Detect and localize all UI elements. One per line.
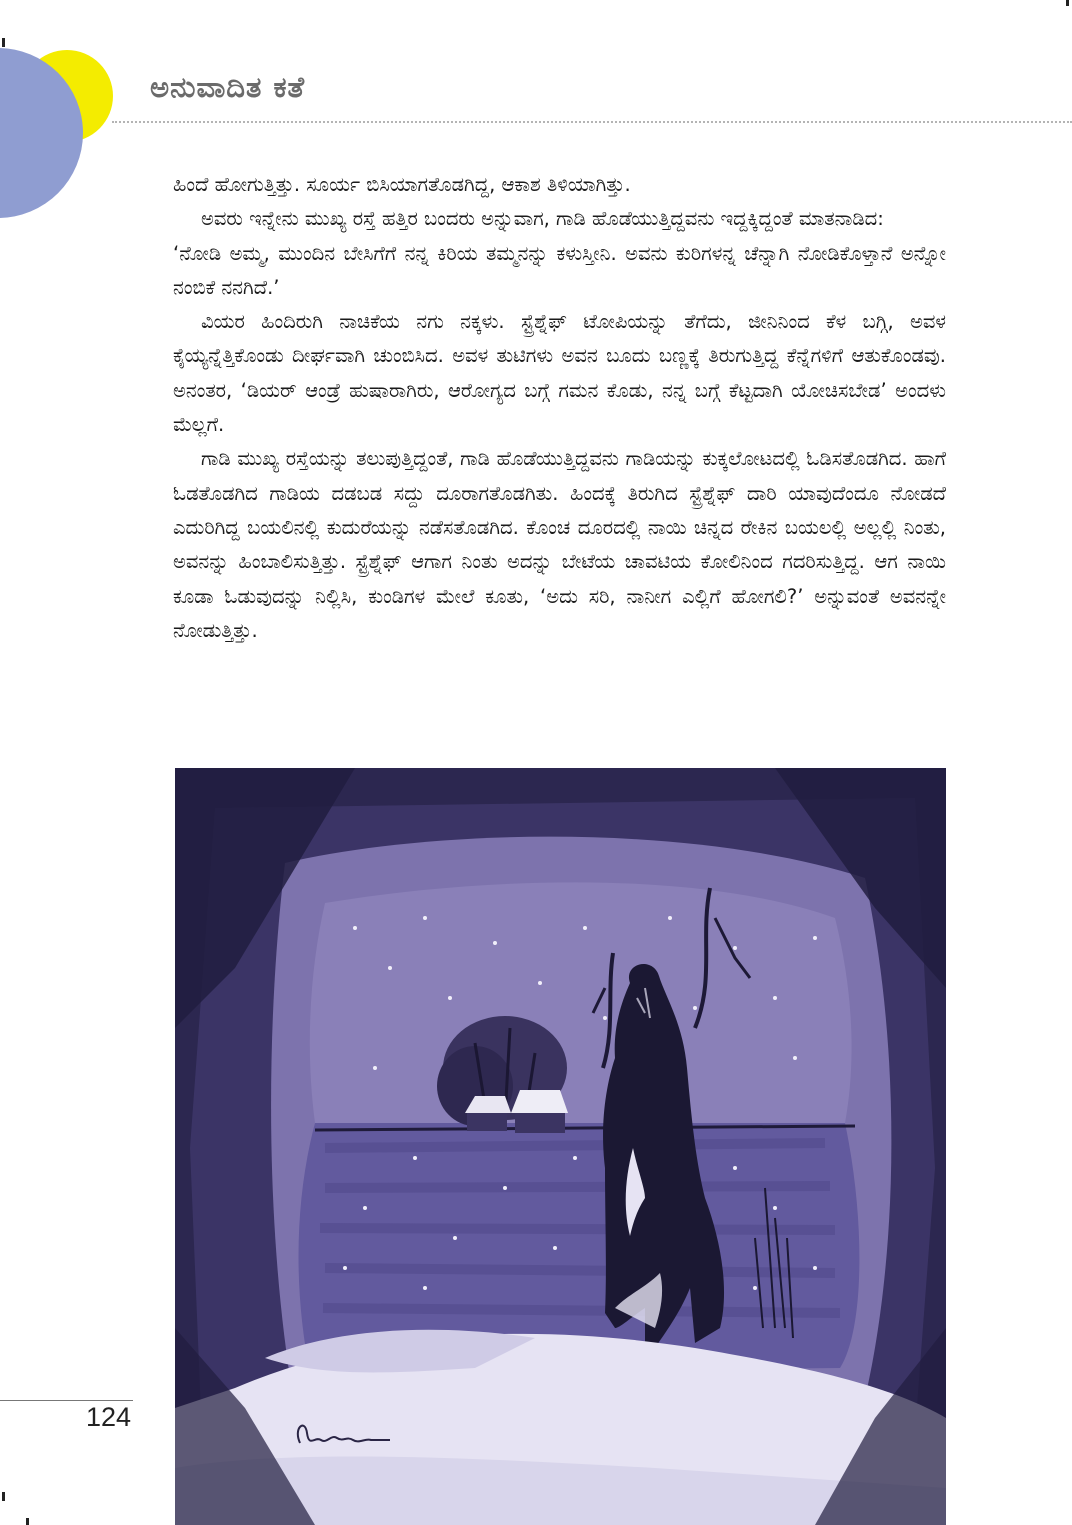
story-text [173,168,946,648]
illustration-canvas [175,768,946,1525]
header-decoration [0,0,130,220]
paragraph: ಅವರು ಇನ್ನೇನು ಮುಖ್ಯ ರಸ್ತೆ ಹತ್ತಿರ ಬಂದರು ಅನ್ನುವಾಗ, ಗಾಡಿ ಹೊಡೆಯುತ್ತಿದ್ದವನು ಇದ್ದಕ್ಕಿದ್ದಂತೆ ಮಾತನಾಡಿದ: [201,207,884,231]
dotted-divider [112,121,1072,123]
crop-mark [1066,0,1069,6]
story-illustration [175,768,946,1525]
paragraph: ‘ನೋಡಿ ಅಮ್ಮ, ಮುಂದಿನ ಬೇಸಿಗೆಗೆ ನನ್ನ ಕಿರಿಯ ತಮ್ಮನನ್ನು ಕಳುಸ್ತೀನಿ. ಅವನು ಕುರಿಗಳನ್ನ ಚೆನ್ನಾಗಿ ನೋಡಿಕೊಳ್ತಾನೆ ಅನ್ನೋ ನಂಬಿಕೆ ನನಗಿದೆ.’ [173,241,946,299]
paragraph: ಹಿಂದೆ ಹೋಗುತ್ತಿತ್ತು. ಸೂರ್ಯ ಬಿಸಿಯಾಗತೊಡಗಿದ್ದ, ಆಕಾಶ ತಿಳಿಯಾಗಿತ್ತು. [173,173,631,196]
footer-rule [0,1400,133,1401]
crop-mark [2,1492,5,1501]
crop-mark [26,1518,29,1525]
paragraph: ಗಾಡಿ ಮುಖ್ಯ ರಸ್ತೆಯನ್ನು ತಲುಪುತ್ತಿದ್ದಂತೆ, ಗಾಡಿ ಹೊಡೆಯುತ್ತಿದ್ದವನು ಗಾಡಿಯನ್ನು ಕುಕ್ಕಲೋಟದಲ್ಲಿ ಓಡಿಸತೊಡಗಿದ. ಹಾಗೆ ಓಡತೊಡಗಿದ ಗಾಡಿಯ ದಡಬಡ ಸದ್ದು ದೂರಾಗತೊಡಗಿತು. ಹಿಂದಕ್ಕೆ ತಿರುಗಿದ ಸ್ಟ್ರೆಶ್ನೆಫ್ ದಾರಿ ಯಾವುದೆಂದೂ ನೋಡದೆ ಎದುರಿಗಿದ್ದ ಬಯಲಿನಲ್ಲಿ ಕುದುರೆಯನ್ನು ನಡೆಸತೊಡಗಿದ. ಕೊಂಚ ದೂರದಲ್ಲಿ ನಾಯಿ ಚಿನ್ನದ ರೇಕಿನ ಬಯಲಲ್ಲಿ ಅಲ್ಲಲ್ಲಿ ನಿಂತು, ಅವನನ್ನು ಹಿಂಬಾಲಿಸುತ್ತಿತ್ತು. ಸ್ಟ್ರೆಶ್ನೆಫ್ ಆಗಾಗ ನಿಂತು ಅದನ್ನು ಬೇಟೆಯ ಚಾವಟಿಯ ಕೋಲಿನಿಂದ ಗದರಿಸುತ್ತಿದ್ದ. ಆಗ ನಾಯಿ ಕೂಡಾ ಓಡುವುದನ್ನು ನಿಲ್ಲಿಸಿ, ಕುಂಡಿಗಳ ಮೇಲೆ ಕೂತು, ‘ಅದು ಸರಿ, ನಾನೀಗ ಎಲ್ಲಿಗೆ ಹೋಗಲಿ?’ ಅನ್ನುವಂತೆ ಅವನನ್ನೇ ನೋಡುತ್ತಿತ್ತು. [173,447,946,642]
paragraph: ವಿಯರ ಹಿಂದಿರುಗಿ ನಾಚಿಕೆಯ ನಗು ನಕ್ಕಳು. ಸ್ಟ್ರೆಶ್ನೆಫ್ ಟೋಪಿಯನ್ನು ತೆಗೆದು, ಜೀನಿನಿಂದ ಕೆಳ ಬಗ್ಗಿ, ಅವಳ ಕೈಯ್ಯನ್ನೆತ್ತಿಕೊಂಡು ದೀರ್ಘವಾಗಿ ಚುಂಬಿಸಿದ. ಅವಳ ತುಟಿಗಳು ಅವನ ಬೂದು ಬಣ್ಣಕ್ಕೆ ತಿರುಗುತ್ತಿದ್ದ ಕೆನ್ನೆಗಳಿಗೆ ಆತುಕೊಂಡವು. ಅನಂತರ, ‘ಡಿಯರ್ ಆಂಡ್ರೆ ಹುಷಾರಾಗಿರು, ಆರೋಗ್ಯದ ಬಗ್ಗೆ ಗಮನ ಕೊಡು, ನನ್ನ ಬಗ್ಗೆ ಕೆಟ್ಟದಾಗಿ ಯೋಚಿಸಬೇಡ’ ಅಂದಳು ಮೆಲ್ಲಗೆ. [173,310,946,437]
page-number: 124 [86,1402,132,1432]
section-title: ಅನುವಾದಿತ ಕತೆ [150,70,306,104]
